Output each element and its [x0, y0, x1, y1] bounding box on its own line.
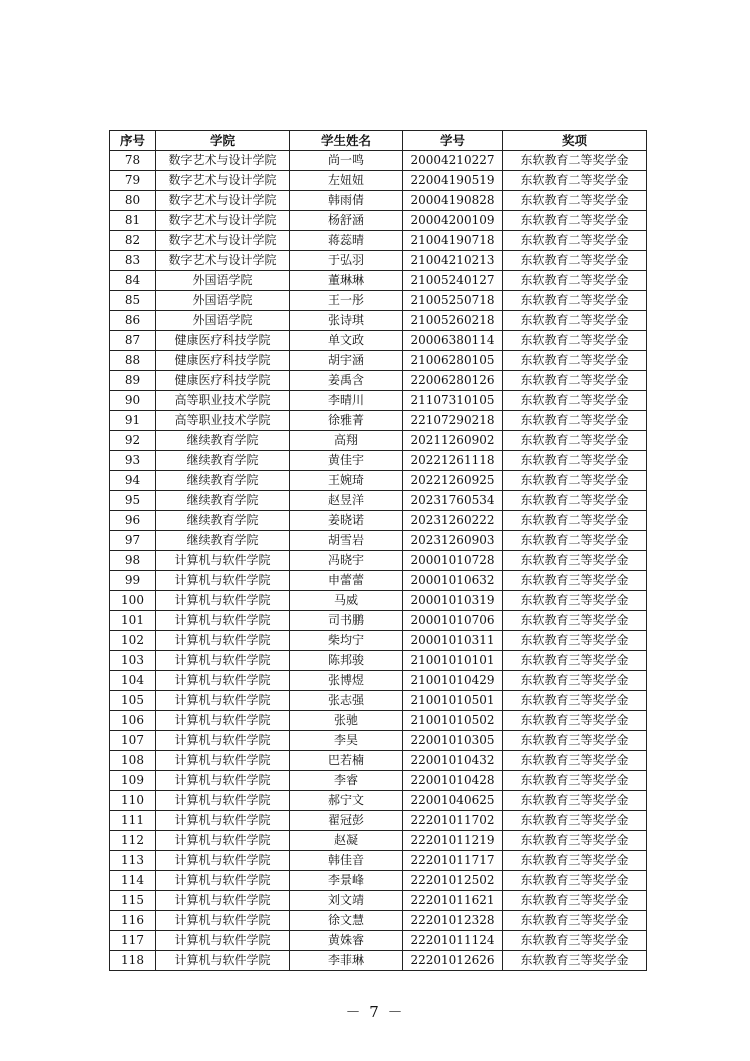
serial-number-cell: 88	[110, 351, 156, 371]
serial-number-cell: 91	[110, 411, 156, 431]
award-cell: 东软教育二等奖学金	[503, 511, 647, 531]
table-row	[110, 531, 647, 551]
header-student-id: 学号	[403, 131, 503, 151]
college-cell: 计算机与软件学院	[156, 951, 290, 971]
serial-number-cell: 101	[110, 611, 156, 631]
student-id-cell: 20004190828	[403, 191, 503, 211]
college-cell: 计算机与软件学院	[156, 651, 290, 671]
serial-number-cell: 92	[110, 431, 156, 451]
student-id-cell: 20006380114	[403, 331, 503, 351]
student-id-cell: 22001010305	[403, 731, 503, 751]
table-row	[110, 911, 647, 931]
student-name-cell: 李昊	[290, 731, 403, 751]
student-name-cell: 张博煜	[290, 671, 403, 691]
student-name-cell: 单文政	[290, 331, 403, 351]
award-cell: 东软教育二等奖学金	[503, 191, 647, 211]
award-cell: 东软教育二等奖学金	[503, 391, 647, 411]
student-name-cell: 姜晓诺	[290, 511, 403, 531]
serial-number-cell: 89	[110, 371, 156, 391]
award-cell: 东软教育三等奖学金	[503, 791, 647, 811]
award-cell: 东软教育二等奖学金	[503, 171, 647, 191]
student-name-cell: 巴若楠	[290, 751, 403, 771]
college-cell: 继续教育学院	[156, 451, 290, 471]
serial-number-cell: 84	[110, 271, 156, 291]
table-row	[110, 611, 647, 631]
table-row	[110, 251, 647, 271]
student-name-cell: 姜禹含	[290, 371, 403, 391]
college-cell: 计算机与软件学院	[156, 571, 290, 591]
student-id-cell: 20231760534	[403, 491, 503, 511]
award-cell: 东软教育二等奖学金	[503, 531, 647, 551]
award-cell: 东软教育三等奖学金	[503, 591, 647, 611]
college-cell: 外国语学院	[156, 271, 290, 291]
award-cell: 东软教育三等奖学金	[503, 911, 647, 931]
student-name-cell: 尚一鸣	[290, 151, 403, 171]
serial-number-cell: 113	[110, 851, 156, 871]
award-cell: 东软教育二等奖学金	[503, 371, 647, 391]
student-name-cell: 赵昱洋	[290, 491, 403, 511]
table-row	[110, 331, 647, 351]
table-row	[110, 171, 647, 191]
student-name-cell: 徐文慧	[290, 911, 403, 931]
table-row	[110, 151, 647, 171]
table-row	[110, 791, 647, 811]
award-cell: 东软教育三等奖学金	[503, 931, 647, 951]
college-cell: 计算机与软件学院	[156, 831, 290, 851]
student-name-cell: 王婉琦	[290, 471, 403, 491]
serial-number-cell: 105	[110, 691, 156, 711]
student-name-cell: 董琳琳	[290, 271, 403, 291]
serial-number-cell: 78	[110, 151, 156, 171]
table-row	[110, 511, 647, 531]
award-cell: 东软教育二等奖学金	[503, 311, 647, 331]
student-name-cell: 黄姝睿	[290, 931, 403, 951]
college-cell: 计算机与软件学院	[156, 711, 290, 731]
table-row	[110, 211, 647, 231]
student-name-cell: 司书鹏	[290, 611, 403, 631]
student-id-cell: 22201011124	[403, 931, 503, 951]
student-name-cell: 陈邦骏	[290, 651, 403, 671]
serial-number-cell: 95	[110, 491, 156, 511]
college-cell: 计算机与软件学院	[156, 871, 290, 891]
student-name-cell: 张志强	[290, 691, 403, 711]
award-cell: 东软教育二等奖学金	[503, 231, 647, 251]
award-cell: 东软教育二等奖学金	[503, 211, 647, 231]
student-id-cell: 22001010432	[403, 751, 503, 771]
student-id-cell: 21001010101	[403, 651, 503, 671]
table-row	[110, 231, 647, 251]
table-row	[110, 431, 647, 451]
serial-number-cell: 109	[110, 771, 156, 791]
student-id-cell: 20221261118	[403, 451, 503, 471]
student-name-cell: 王一彤	[290, 291, 403, 311]
table-row	[110, 631, 647, 651]
college-cell: 继续教育学院	[156, 511, 290, 531]
table-row	[110, 311, 647, 331]
student-id-cell: 22201011702	[403, 811, 503, 831]
college-cell: 计算机与软件学院	[156, 811, 290, 831]
student-id-cell: 22107290218	[403, 411, 503, 431]
award-cell: 东软教育三等奖学金	[503, 751, 647, 771]
award-cell: 东软教育二等奖学金	[503, 491, 647, 511]
student-id-cell: 20001010319	[403, 591, 503, 611]
student-id-cell: 22201011717	[403, 851, 503, 871]
student-name-cell: 蒋蕊晴	[290, 231, 403, 251]
table-row	[110, 831, 647, 851]
student-name-cell: 徐雅菁	[290, 411, 403, 431]
student-name-cell: 李睿	[290, 771, 403, 791]
student-id-cell: 20001010706	[403, 611, 503, 631]
serial-number-cell: 116	[110, 911, 156, 931]
student-id-cell: 21001010429	[403, 671, 503, 691]
award-table	[109, 130, 647, 971]
table-row	[110, 571, 647, 591]
serial-number-cell: 85	[110, 291, 156, 311]
student-name-cell: 柴均宁	[290, 631, 403, 651]
table-row	[110, 891, 647, 911]
college-cell: 继续教育学院	[156, 431, 290, 451]
award-cell: 东软教育二等奖学金	[503, 351, 647, 371]
student-id-cell: 20221260925	[403, 471, 503, 491]
header-award: 奖项	[503, 131, 647, 151]
award-cell: 东软教育二等奖学金	[503, 271, 647, 291]
college-cell: 外国语学院	[156, 291, 290, 311]
award-cell: 东软教育三等奖学金	[503, 611, 647, 631]
award-cell: 东软教育三等奖学金	[503, 771, 647, 791]
serial-number-cell: 100	[110, 591, 156, 611]
student-id-cell: 20001010311	[403, 631, 503, 651]
student-id-cell: 21006280105	[403, 351, 503, 371]
award-cell: 东软教育三等奖学金	[503, 651, 647, 671]
college-cell: 计算机与软件学院	[156, 631, 290, 651]
award-cell: 东软教育二等奖学金	[503, 451, 647, 471]
serial-number-cell: 110	[110, 791, 156, 811]
college-cell: 计算机与软件学院	[156, 911, 290, 931]
student-id-cell: 20001010728	[403, 551, 503, 571]
college-cell: 高等职业技术学院	[156, 391, 290, 411]
student-id-cell: 21004190718	[403, 231, 503, 251]
college-cell: 计算机与软件学院	[156, 731, 290, 751]
table-row	[110, 951, 647, 971]
table-row	[110, 731, 647, 751]
college-cell: 计算机与软件学院	[156, 771, 290, 791]
student-id-cell: 20004200109	[403, 211, 503, 231]
college-cell: 数字艺术与设计学院	[156, 171, 290, 191]
student-id-cell: 20231260903	[403, 531, 503, 551]
award-cell: 东软教育三等奖学金	[503, 711, 647, 731]
award-cell: 东软教育三等奖学金	[503, 851, 647, 871]
college-cell: 计算机与软件学院	[156, 851, 290, 871]
table-row	[110, 651, 647, 671]
serial-number-cell: 108	[110, 751, 156, 771]
table-body	[110, 151, 647, 971]
award-cell: 东软教育二等奖学金	[503, 471, 647, 491]
student-name-cell: 马威	[290, 591, 403, 611]
student-name-cell: 高翔	[290, 431, 403, 451]
student-name-cell: 韩佳音	[290, 851, 403, 871]
serial-number-cell: 106	[110, 711, 156, 731]
college-cell: 数字艺术与设计学院	[156, 231, 290, 251]
college-cell: 高等职业技术学院	[156, 411, 290, 431]
college-cell: 计算机与软件学院	[156, 751, 290, 771]
table-row	[110, 491, 647, 511]
header-row	[110, 131, 647, 151]
student-id-cell: 21107310105	[403, 391, 503, 411]
table-row	[110, 871, 647, 891]
college-cell: 数字艺术与设计学院	[156, 191, 290, 211]
table-row	[110, 691, 647, 711]
serial-number-cell: 93	[110, 451, 156, 471]
student-id-cell: 20231260222	[403, 511, 503, 531]
page-number: － 7 －	[345, 1003, 405, 1021]
student-id-cell: 22201011621	[403, 891, 503, 911]
student-id-cell: 22004190519	[403, 171, 503, 191]
college-cell: 计算机与软件学院	[156, 931, 290, 951]
student-name-cell: 韩雨倩	[290, 191, 403, 211]
table-row	[110, 931, 647, 951]
student-name-cell: 刘文靖	[290, 891, 403, 911]
serial-number-cell: 96	[110, 511, 156, 531]
student-id-cell: 22201011219	[403, 831, 503, 851]
serial-number-cell: 99	[110, 571, 156, 591]
college-cell: 数字艺术与设计学院	[156, 211, 290, 231]
table-row	[110, 351, 647, 371]
serial-number-cell: 111	[110, 811, 156, 831]
student-id-cell: 21005240127	[403, 271, 503, 291]
award-cell: 东软教育三等奖学金	[503, 831, 647, 851]
award-cell: 东软教育二等奖学金	[503, 411, 647, 431]
student-name-cell: 杨舒涵	[290, 211, 403, 231]
student-name-cell: 郝宁文	[290, 791, 403, 811]
table-header	[110, 131, 647, 151]
table-row	[110, 771, 647, 791]
serial-number-cell: 102	[110, 631, 156, 651]
college-cell: 健康医疗科技学院	[156, 371, 290, 391]
award-cell: 东软教育三等奖学金	[503, 571, 647, 591]
table-row	[110, 191, 647, 211]
student-id-cell: 21005260218	[403, 311, 503, 331]
college-cell: 继续教育学院	[156, 471, 290, 491]
student-name-cell: 李晴川	[290, 391, 403, 411]
student-id-cell: 21005250718	[403, 291, 503, 311]
table-row	[110, 291, 647, 311]
award-cell: 东软教育三等奖学金	[503, 551, 647, 571]
table-row	[110, 451, 647, 471]
serial-number-cell: 82	[110, 231, 156, 251]
college-cell: 计算机与软件学院	[156, 791, 290, 811]
student-id-cell: 22201012328	[403, 911, 503, 931]
table-row	[110, 751, 647, 771]
student-id-cell: 22201012626	[403, 951, 503, 971]
table-row	[110, 371, 647, 391]
award-cell: 东软教育二等奖学金	[503, 151, 647, 171]
student-name-cell: 翟冠彭	[290, 811, 403, 831]
serial-number-cell: 86	[110, 311, 156, 331]
student-name-cell: 左妞妞	[290, 171, 403, 191]
college-cell: 外国语学院	[156, 311, 290, 331]
award-cell: 东软教育三等奖学金	[503, 691, 647, 711]
table-row	[110, 471, 647, 491]
award-cell: 东软教育二等奖学金	[503, 431, 647, 451]
award-cell: 东软教育二等奖学金	[503, 331, 647, 351]
table-row	[110, 811, 647, 831]
college-cell: 计算机与软件学院	[156, 611, 290, 631]
student-name-cell: 李景峰	[290, 871, 403, 891]
award-cell: 东软教育三等奖学金	[503, 951, 647, 971]
serial-number-cell: 81	[110, 211, 156, 231]
award-cell: 东软教育二等奖学金	[503, 291, 647, 311]
college-cell: 计算机与软件学院	[156, 671, 290, 691]
student-name-cell: 胡宇涵	[290, 351, 403, 371]
serial-number-cell: 90	[110, 391, 156, 411]
student-name-cell: 张驰	[290, 711, 403, 731]
header-serial-number: 序号	[110, 131, 156, 151]
serial-number-cell: 103	[110, 651, 156, 671]
table-row	[110, 671, 647, 691]
serial-number-cell: 80	[110, 191, 156, 211]
student-name-cell: 冯晓宇	[290, 551, 403, 571]
college-cell: 计算机与软件学院	[156, 551, 290, 571]
student-id-cell: 22006280126	[403, 371, 503, 391]
student-id-cell: 22201012502	[403, 871, 503, 891]
student-name-cell: 张诗琪	[290, 311, 403, 331]
student-id-cell: 22001040625	[403, 791, 503, 811]
table-row	[110, 271, 647, 291]
student-id-cell: 20001010632	[403, 571, 503, 591]
table-row	[110, 551, 647, 571]
student-name-cell: 申蕾蕾	[290, 571, 403, 591]
college-cell: 数字艺术与设计学院	[156, 251, 290, 271]
header-student-name: 学生姓名	[290, 131, 403, 151]
student-name-cell: 黄佳宇	[290, 451, 403, 471]
table-row	[110, 711, 647, 731]
student-id-cell: 22001010428	[403, 771, 503, 791]
award-cell: 东软教育二等奖学金	[503, 251, 647, 271]
table-row	[110, 591, 647, 611]
college-cell: 数字艺术与设计学院	[156, 151, 290, 171]
serial-number-cell: 104	[110, 671, 156, 691]
college-cell: 继续教育学院	[156, 531, 290, 551]
serial-number-cell: 118	[110, 951, 156, 971]
student-id-cell: 21001010502	[403, 711, 503, 731]
award-cell: 东软教育三等奖学金	[503, 631, 647, 651]
student-name-cell: 李菲琳	[290, 951, 403, 971]
serial-number-cell: 83	[110, 251, 156, 271]
student-name-cell: 于弘羽	[290, 251, 403, 271]
serial-number-cell: 117	[110, 931, 156, 951]
college-cell: 计算机与软件学院	[156, 891, 290, 911]
table-row	[110, 411, 647, 431]
college-cell: 健康医疗科技学院	[156, 331, 290, 351]
student-id-cell: 20004210227	[403, 151, 503, 171]
serial-number-cell: 115	[110, 891, 156, 911]
award-cell: 东软教育三等奖学金	[503, 731, 647, 751]
serial-number-cell: 87	[110, 331, 156, 351]
college-cell: 计算机与软件学院	[156, 591, 290, 611]
award-cell: 东软教育三等奖学金	[503, 811, 647, 831]
serial-number-cell: 112	[110, 831, 156, 851]
table-row	[110, 391, 647, 411]
college-cell: 继续教育学院	[156, 491, 290, 511]
student-id-cell: 21001010501	[403, 691, 503, 711]
serial-number-cell: 98	[110, 551, 156, 571]
table-row	[110, 851, 647, 871]
serial-number-cell: 107	[110, 731, 156, 751]
serial-number-cell: 97	[110, 531, 156, 551]
award-cell: 东软教育三等奖学金	[503, 871, 647, 891]
student-name-cell: 赵凝	[290, 831, 403, 851]
student-id-cell: 20211260902	[403, 431, 503, 451]
college-cell: 计算机与软件学院	[156, 691, 290, 711]
award-cell: 东软教育三等奖学金	[503, 671, 647, 691]
serial-number-cell: 79	[110, 171, 156, 191]
serial-number-cell: 94	[110, 471, 156, 491]
student-name-cell: 胡雪岩	[290, 531, 403, 551]
header-college: 学院	[156, 131, 290, 151]
serial-number-cell: 114	[110, 871, 156, 891]
award-cell: 东软教育三等奖学金	[503, 891, 647, 911]
college-cell: 健康医疗科技学院	[156, 351, 290, 371]
student-id-cell: 21004210213	[403, 251, 503, 271]
